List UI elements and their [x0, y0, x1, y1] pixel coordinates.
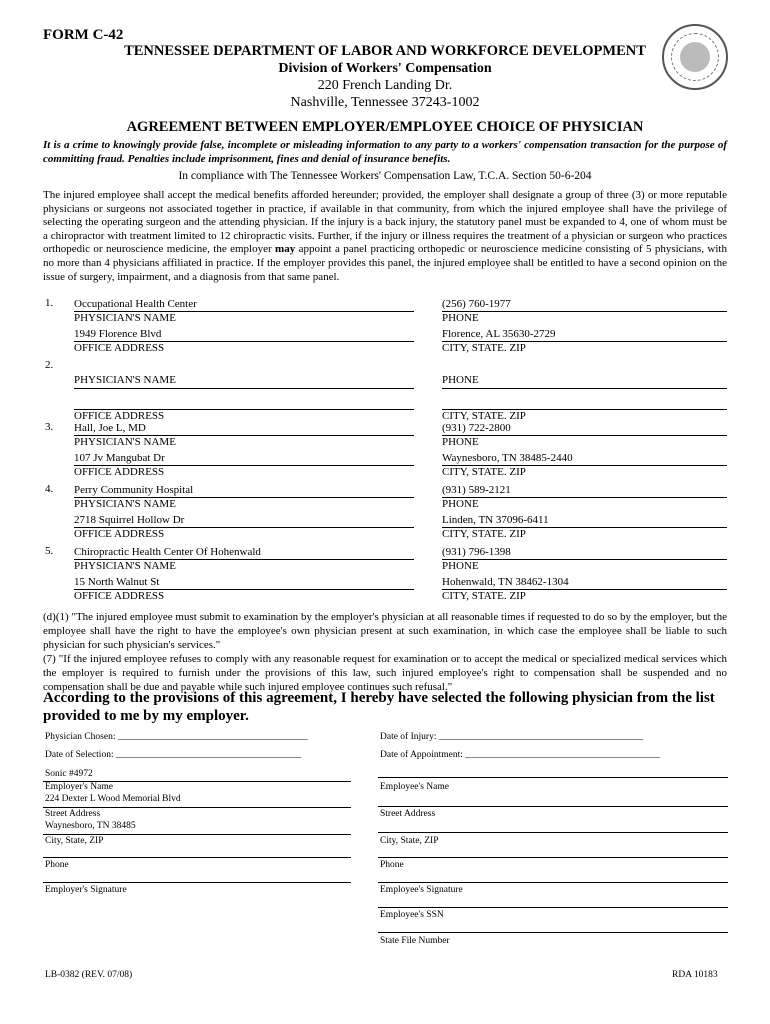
date-of-selection-field[interactable]	[45, 750, 301, 760]
phone-value[interactable]: (931) 796-1398	[442, 545, 727, 560]
date-of-appointment-label: Date of Appointment:	[380, 750, 463, 760]
office-address-value[interactable]: 1949 Florence Blvd	[74, 327, 414, 342]
panel-number: 2.	[45, 359, 54, 371]
panel-number: 3.	[45, 421, 54, 433]
panel-number: 1.	[45, 297, 54, 309]
phone-value[interactable]	[442, 374, 727, 389]
address-line-1: 220 French Landing Dr.	[317, 78, 453, 93]
intro-paragraph	[43, 189, 727, 284]
physician-chosen-line: ________________________________________	[117, 732, 308, 742]
date-of-appointment-field[interactable]	[380, 750, 660, 760]
city-state-zip-value[interactable]: Florence, AL 35630-2729	[442, 327, 727, 342]
employer-signature-label: Employer's Signature	[45, 885, 127, 895]
employer-name-label: Employer's Name	[45, 782, 113, 792]
employer-street-label: Street Address	[45, 809, 101, 819]
city-state-zip-label: CITY, STATE. ZIP	[442, 528, 526, 540]
phone-value[interactable]: (256) 760-1977	[442, 297, 727, 312]
phone-label: PHONE	[442, 374, 479, 386]
panel-number: 4.	[45, 483, 54, 495]
city-state-zip-value[interactable]: Linden, TN 37096-6411	[442, 513, 727, 528]
employee-city-label: City, State, ZIP	[380, 836, 439, 846]
employer-name-value[interactable]: Sonic #4972	[45, 769, 93, 779]
phone-label: PHONE	[442, 560, 479, 572]
phone-value[interactable]: (931) 589-2121	[442, 483, 727, 498]
phone-label: PHONE	[442, 312, 479, 324]
employer-city-line	[43, 834, 351, 835]
employer-city-label: City, State, ZIP	[45, 836, 104, 846]
office-address-value[interactable]: 107 Jv Mangubat Dr	[74, 451, 414, 466]
employee-ssn-label: Employee's SSN	[380, 910, 444, 920]
office-address-value[interactable]: 2718 Squirrel Hollow Dr	[74, 513, 414, 528]
phone-value[interactable]: (931) 722-2800	[442, 421, 727, 436]
employer-street-value[interactable]: 224 Dexter L Wood Memorial Blvd	[45, 794, 181, 804]
physician-name-label: PHYSICIAN'S NAME	[74, 436, 176, 448]
form-number: FORM C-42	[43, 27, 124, 43]
phone-label: PHONE	[442, 498, 479, 510]
employer-street-line	[43, 807, 351, 808]
city-state-zip-label: CITY, STATE. ZIP	[442, 342, 526, 354]
department-title: TENNESSEE DEPARTMENT OF LABOR AND WORKFORCE DEVELOPMENT	[124, 43, 646, 59]
intro-may: may	[275, 243, 296, 256]
city-state-zip-label: CITY, STATE. ZIP	[442, 466, 526, 478]
employer-signature-line[interactable]	[43, 882, 351, 883]
office-address-label: OFFICE ADDRESS	[74, 466, 165, 478]
employee-city-line[interactable]	[378, 832, 728, 833]
date-of-appointment-line: _________________________________________	[465, 750, 660, 760]
city-state-zip-label: CITY, STATE. ZIP	[442, 590, 526, 602]
date-of-selection-line: _______________________________________	[115, 750, 302, 760]
office-address-value[interactable]	[74, 395, 414, 410]
physician-name-label: PHYSICIAN'S NAME	[74, 312, 176, 324]
office-address-label: OFFICE ADDRESS	[74, 410, 165, 422]
physician-name-value[interactable]: Hall, Joe L, MD	[74, 421, 414, 436]
city-state-zip-value[interactable]: Waynesboro, TN 38485-2440	[442, 451, 727, 466]
employee-signature-line[interactable]	[378, 882, 728, 883]
rda-number: RDA 10183	[672, 970, 718, 980]
panel-number: 5.	[45, 545, 54, 557]
employee-ssn-line[interactable]	[378, 907, 728, 908]
division-title: Division of Workers' Compensation	[278, 61, 492, 76]
intro-text-2: appoint a panel practicing orthopedic or neuroscience medicine consisting of 5 physicians, with no more than 4 physicians affiliated in practice. If the employer provides this panel, the injured employee shall be entitled to have a second opinion on the issue of surgery, impairment, and a diagnosis from that same panel.	[43, 243, 727, 283]
employee-street-label: Street Address	[380, 809, 436, 819]
law-text	[43, 610, 727, 694]
compliance-note: In compliance with The Tennessee Workers' Compensation Law, T.C.A. Section 50-6-204	[178, 170, 592, 182]
fraud-warning: It is a crime to knowingly provide false, incomplete or misleading information to any party to a workers' compensation transaction for the purpose of committing fraud. Penalties include imprisonment, fines and denial of insurance benefits.	[43, 139, 727, 165]
phone-label: PHONE	[442, 436, 479, 448]
form-revision: LB-0382 (REV. 07/08)	[45, 970, 133, 980]
employee-phone-line[interactable]	[378, 857, 728, 858]
physician-name-value[interactable]: Perry Community Hospital	[74, 483, 414, 498]
city-state-zip-value[interactable]: Hohenwald, TN 38462-1304	[442, 575, 727, 590]
physician-chosen-field[interactable]	[45, 732, 308, 742]
physician-name-value[interactable]: Chiropractic Health Center Of Hohenwald	[74, 545, 414, 560]
office-address-label: OFFICE ADDRESS	[74, 342, 165, 354]
state-seal-icon	[662, 24, 728, 90]
office-address-label: OFFICE ADDRESS	[74, 528, 165, 540]
employee-signature-label: Employee's Signature	[380, 885, 463, 895]
employee-phone-label: Phone	[380, 860, 404, 870]
physician-name-label: PHYSICIAN'S NAME	[74, 560, 176, 572]
office-address-label: OFFICE ADDRESS	[74, 590, 165, 602]
state-file-label: State File Number	[380, 936, 450, 946]
employee-name-line[interactable]	[378, 777, 728, 778]
agreement-title: AGREEMENT BETWEEN EMPLOYER/EMPLOYEE CHOICE OF PHYSICIAN	[126, 119, 644, 135]
law-d1: (d)(1) "The injured employee must submit to examination by the employer's physician at all reasonable times if requested to do so by the employer, but the employee shall have the right to have the employee's own physician present at such examination, in which case the employee shall be liable to such physician for such physician's services."	[43, 611, 727, 651]
physician-name-label: PHYSICIAN'S NAME	[74, 374, 176, 386]
employee-name-label: Employee's Name	[380, 782, 449, 792]
state-file-line[interactable]	[378, 932, 728, 933]
selection-statement: According to the provisions of this agreement, I hereby have selected the following physician from the list provided to me by my employer.	[43, 690, 715, 724]
employer-city-value[interactable]: Waynesboro, TN 38485	[45, 821, 136, 831]
law-7: (7) "If the injured employee refuses to comply with any reasonable request for examination or to accept the medical or specialized medical services which the employer is required to furnish under the provisions of this law, such injured employee's right to compensation shall be suspended and no compensation shall be due and payable while such injured employee continues such refusal."	[43, 653, 727, 693]
date-of-selection-label: Date of Selection:	[45, 750, 114, 760]
address-line-2: Nashville, Tennessee 37243-1002	[290, 95, 480, 110]
physician-chosen-label: Physician Chosen:	[45, 732, 116, 742]
employee-street-line[interactable]	[378, 806, 728, 807]
date-of-injury-label: Date of Injury:	[380, 732, 437, 742]
physician-name-value[interactable]: Occupational Health Center	[74, 297, 414, 312]
employer-phone-label: Phone	[45, 860, 69, 870]
city-state-zip-value[interactable]	[442, 395, 727, 410]
city-state-zip-label: CITY, STATE. ZIP	[442, 410, 526, 422]
employer-phone-line[interactable]	[43, 857, 351, 858]
date-of-injury-field[interactable]	[380, 732, 643, 742]
physician-name-label: PHYSICIAN'S NAME	[74, 498, 176, 510]
office-address-value[interactable]: 15 North Walnut St	[74, 575, 414, 590]
date-of-injury-line: ___________________________________________	[438, 732, 644, 742]
intro-text-1: The injured employee shall accept the medical benefits afforded hereunder; provided, the employer shall designate a group of three (3) or more reputable physicians or surgeons not associated together in practice, if available in that community, from which the injured employee shall have the privilege of selecting the operating surgeon and the attending physician. If the injury is a back injury, the statutory panel must be expanded to 4, one of whom must be a chiropractor with treatment limited to 12 chiropractic visits. Further, if the injury or illness requires the treatment of a physician or surgeon who practices orthopedic or neuroscience medicine, the employer	[43, 189, 727, 256]
